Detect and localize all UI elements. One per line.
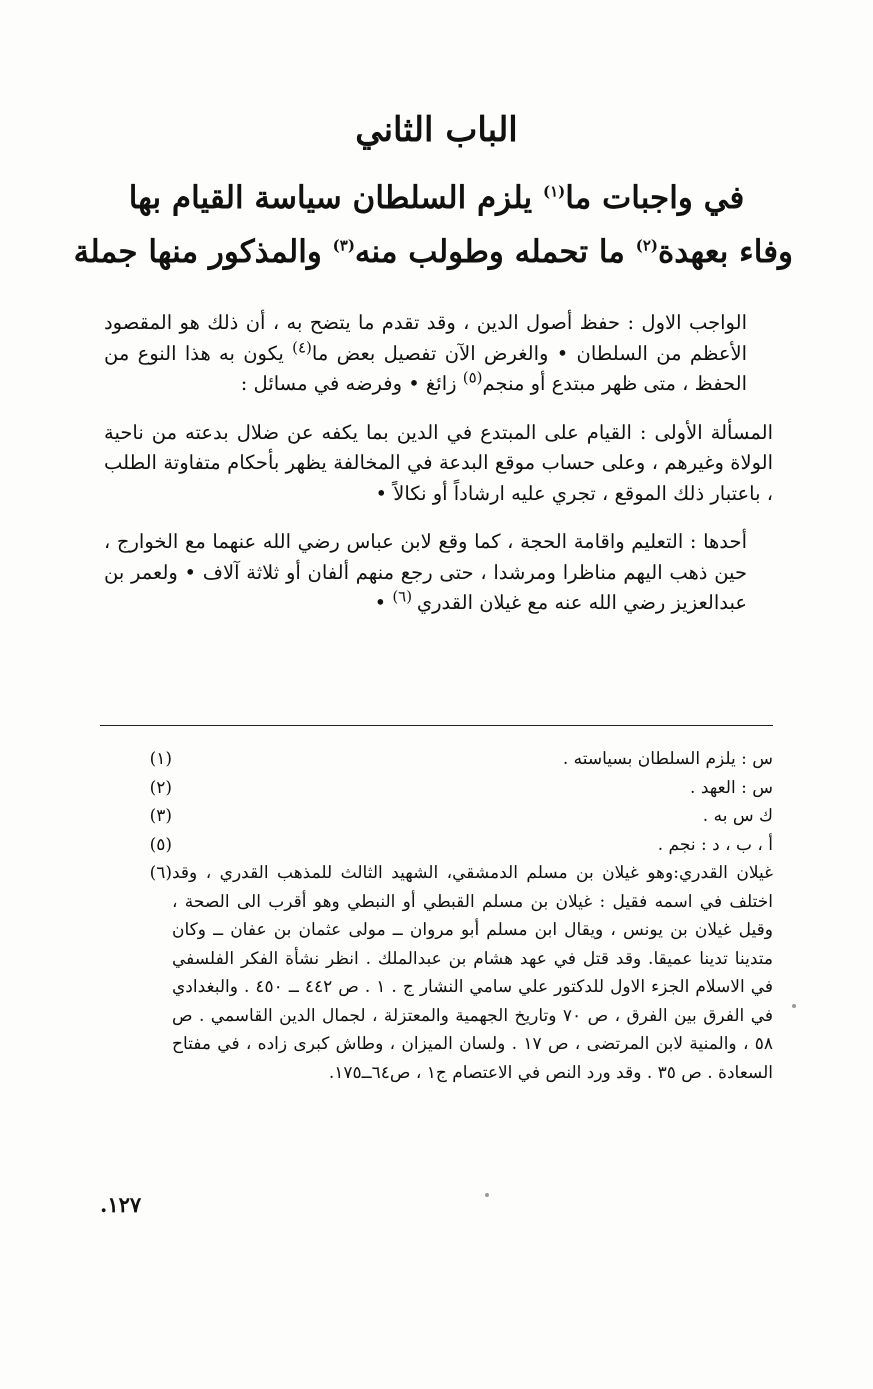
chapter-title-line-1 xyxy=(80,170,793,226)
scan-speck xyxy=(792,1004,796,1008)
paragraph-text: زائغ • وفرضه في مسائل : xyxy=(240,372,463,395)
footnote-ref-2[interactable]: (٢) xyxy=(635,236,658,255)
paragraph-first-issue xyxy=(104,418,773,510)
footnote-1 xyxy=(100,745,773,774)
footnote-text: أ ، ب ، د : نجم . xyxy=(657,834,773,855)
footnote-text: ك س به . xyxy=(702,806,773,826)
footnote-number: (٣) xyxy=(149,806,172,826)
paragraph-text: المسألة الأولى : القيام على المبتدع في الدين بما يكفه عن ضلال بدعته من ناحية الولاة وغيرهم ، وعلى حساب موقع البدعة في المخالفة يظهر بأحكام متفاوتة الطلب ، باعتبار ذلك الموقع ، تجري عليه ارشاداً أو نكالاً • xyxy=(104,420,773,505)
paragraph-text: الواجب الاول : حفظ أصول الدين ، وقد تقدم ما يتضح به ، أن ذلك هو المقصود الأعظم من السلطان • والغرض الآن تفصيل بعض ما xyxy=(104,311,747,365)
footnote-ref-5[interactable]: (٥) xyxy=(462,368,483,387)
footnote-number: (٥) xyxy=(149,834,172,855)
paragraph-first-method xyxy=(104,527,773,619)
chapter-heading xyxy=(80,104,793,156)
chapter-title-part: وفاء بعهدة xyxy=(658,234,793,270)
footnote-text: غيلان القدري:وهو غيلان بن مسلم الدمشقي، الشهيد الثالث للمذهب القدري ، وقد اختلف في اسمه فقيل : غيلان بن مسلم القبطي أو النبطي وهو أقرب الى الصحة ، وقيل غيلان بن يونس ، ويقال ابن مسلم أبو مروان ــ مولى عثمان بن عفان ــ وكان متدينا تدينا عميقا. وقد قتل في عهد هشام بن عبدالملك . انظر نشأة الفكر الفلسفي في الاسلام الجزء الاول للدكتور علي سامي النشار ج . ١ . ص ٤٤٢ ــ ٤٥٠ . والبغدادي في الفرق بين الفرق ، ص ٧٠ وتاريخ الجهمية والمعتزلة ، لجمال الدين القاسمي . ص ٥٨ ، والمنية لابن المرتضى ، ص ١٧ . ولسان الميزان ، وطاش كبرى زاده ، في مفتاح السعادة . ص ٣٥ . وقد ورد النص في الاعتصام ج١ ، ص٦٤ــ١٧٥. xyxy=(172,863,774,1083)
chapter-title-part: يلزم السلطان سياسة القيام بها xyxy=(128,180,543,216)
page-number: ١٢٧. xyxy=(100,1192,142,1217)
paragraph-first-duty xyxy=(104,308,773,400)
footnote-ref-1[interactable]: (١) xyxy=(542,182,566,201)
chapter-heading-text: الباب الثاني xyxy=(355,110,518,150)
paragraph-text: يكون به هذا النوع من الحفظ ، متى ظهر مبتدع أو منجم xyxy=(104,341,747,395)
footnote-ref-3[interactable]: (٣) xyxy=(332,236,355,255)
chapter-title-part: ما تحمله وطولب منه xyxy=(354,234,636,270)
footnote-ref-6[interactable]: (٦) xyxy=(392,587,417,606)
footnote-6 xyxy=(100,859,773,1087)
footnote-number: (٦) xyxy=(149,863,172,883)
scan-speck xyxy=(485,1193,489,1197)
footnote-text: س : يلزم السلطان بسياسته . xyxy=(562,749,773,769)
footnote-text: س : العهد . xyxy=(690,777,773,798)
paragraph-text: • xyxy=(374,591,393,614)
main-text xyxy=(104,308,773,619)
footnote-separator xyxy=(100,725,773,726)
chapter-title-line-2 xyxy=(73,224,793,280)
footnote-5 xyxy=(100,831,773,860)
chapter-title-part: في واجبات ما xyxy=(565,180,745,216)
footnotes xyxy=(100,745,773,1087)
footnote-number: (١) xyxy=(149,749,172,769)
chapter-title-part: والمذكور منها جملة xyxy=(73,234,333,270)
footnote-2 xyxy=(100,774,773,803)
paragraph-text: أحدها : التعليم واقامة الحجة ، كما وقع لابن عباس رضي الله عنهما مع الخوارج ، حين ذهب اليهم مناظرا ومرشدا ، حتى رجع منهم ألفان أو ثلاثة آلاف • ولعمر بن عبدالعزيز رضي الله عنه مع غيلان القدري xyxy=(104,530,747,614)
footnote-3 xyxy=(100,802,773,831)
footnote-number: (٢) xyxy=(149,777,172,798)
footnote-ref-4[interactable]: (٤) xyxy=(292,338,312,356)
